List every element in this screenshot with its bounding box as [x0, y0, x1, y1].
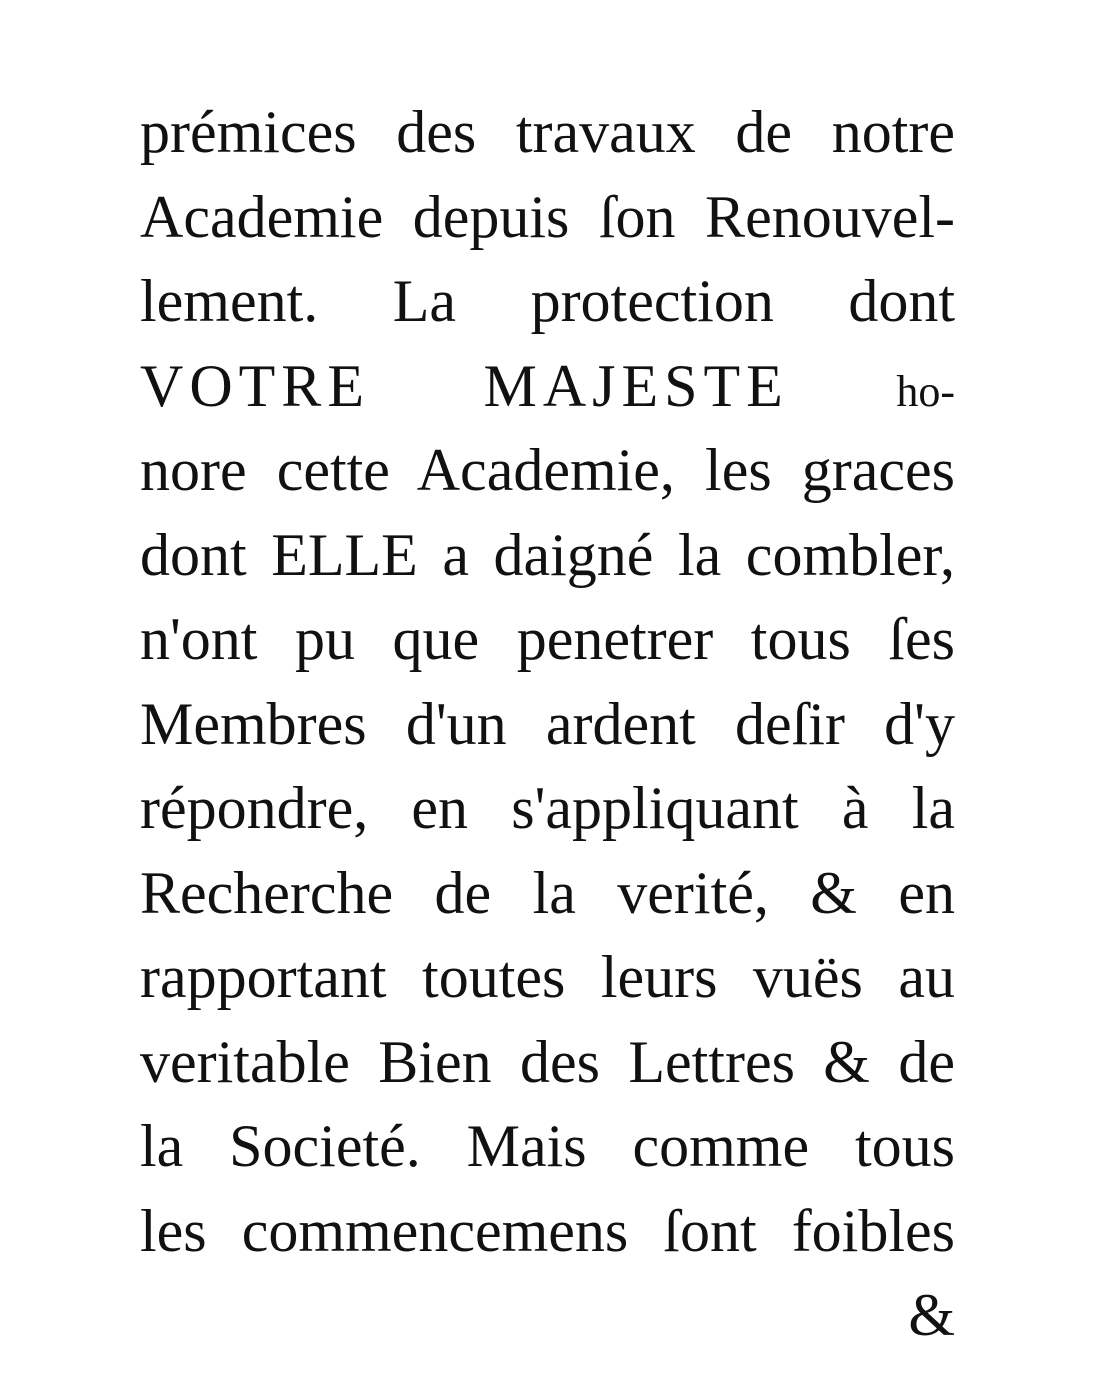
body-text [140, 90, 955, 1358]
catchword: & [908, 1282, 955, 1348]
text-line-13: la Societé. Mais comme tous [140, 1113, 955, 1179]
text-line-11: rapportant toutes leurs vuës au [140, 944, 955, 1010]
text-line-3: lement. La protection dont [140, 268, 955, 334]
text-line-7: n'ont pu que penetrer tous ſes [140, 606, 955, 672]
text-line-2: Academie depuis ſon Renouvel- [140, 183, 955, 250]
hyphenated-word-start: ho- [896, 366, 955, 416]
text-line-9: répondre, en s'appliquant à la [140, 775, 955, 841]
text-line-12: veritable Bien des Lettres & de [140, 1028, 955, 1095]
text-line-8: Membres d'un ardent deſir d'y [140, 690, 955, 757]
text-line-14: les commencemens ſont foibles [140, 1197, 955, 1264]
text-line-1: prémices des travaux de notre [140, 99, 955, 165]
text-line-4 [140, 344, 955, 429]
majesty-caps: VOTRE MAJESTE [140, 352, 789, 419]
text-line-6: dont ELLE a daigné la combler, [140, 521, 955, 588]
text-line-10: Recherche de la verité, & en [140, 859, 955, 926]
text-line-5: nore cette Academie, les graces [140, 437, 955, 503]
